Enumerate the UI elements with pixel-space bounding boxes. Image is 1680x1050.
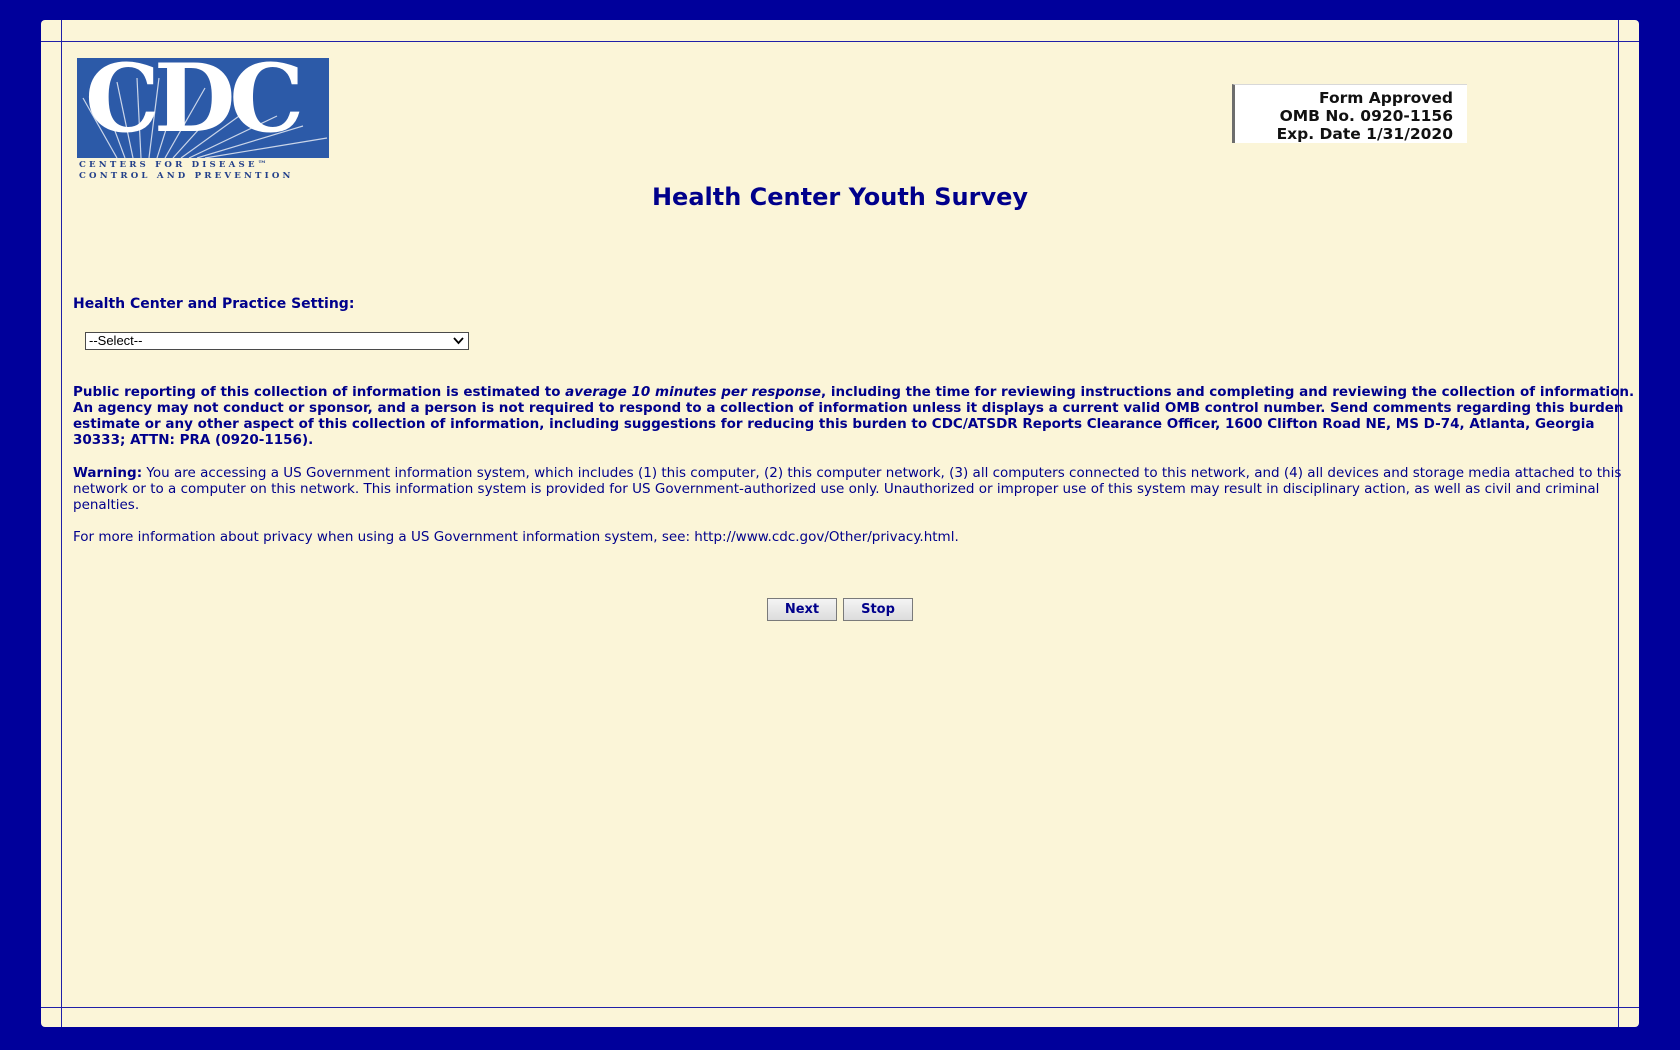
burden-statement [73, 384, 1639, 448]
stop-button[interactable]: Stop [843, 598, 913, 621]
logo-subtitle-line2: CONTROL AND PREVENTION [79, 171, 294, 181]
logo-subtitle [79, 160, 294, 182]
setting-select[interactable] [85, 332, 469, 350]
guide-line-top [41, 41, 1639, 42]
burden-emphasis: average 10 minutes per response [565, 384, 822, 400]
logo-subtitle-line1: CENTERS FOR DISEASE™ [79, 160, 270, 170]
omb-exp-date: Exp. Date 1/31/2020 [1276, 125, 1453, 143]
warning-label: Warning: [73, 465, 143, 481]
guide-line-right [1618, 20, 1619, 1027]
setting-field-label: Health Center and Practice Setting: [73, 296, 355, 312]
next-button[interactable]: Next [767, 598, 837, 621]
logo-letters: CDC [85, 58, 299, 154]
omb-approval-box [1232, 84, 1467, 143]
omb-form-approved: Form Approved [1319, 89, 1453, 107]
omb-number: OMB No. 0920-1156 [1279, 107, 1453, 125]
warning-text: You are accessing a US Government information system, which includes (1) this computer, (2) this computer network, (3) all computers connected to this network, and (4) all devices and storage media attached to this network or to a computer on this network. This information system is provided for US Government-authorized use only. Unauthorized or improper use of this system may result in disciplinary action, as well as civil and criminal penalties. [73, 465, 1622, 513]
burden-text-start: Public reporting of this collection of information is estimated to [73, 384, 566, 400]
guide-line-bottom [41, 1007, 1639, 1008]
survey-panel [41, 20, 1639, 1027]
page-title: Health Center Youth Survey [651, 183, 1029, 211]
setting-select-value: --Select-- [89, 333, 143, 348]
burden-text-end: , including the time for reviewing instructions and completing and reviewing the collection of information. An agency may not conduct or sponsor, and a person is not required to respond to a collection of information unless it displays a current valid OMB control number. Send comments regarding this burden estimate or any other aspect of this collection of information, including suggestions for reducing this burden to CDC/ATSDR Reports Clearance Officer, 1600 Clifton Road NE, MS D-74, Atlanta, Georgia 30333; ATTN: PRA (0920-1156). [73, 384, 1635, 448]
cdc-logo [77, 58, 335, 180]
privacy-note: For more information about privacy when using a US Government information system, see: http://www.cdc.gov/Other/privacy.html. [73, 529, 959, 545]
guide-line-left [61, 20, 62, 1027]
warning-statement [73, 465, 1639, 513]
chevron-down-icon [452, 334, 465, 347]
cdc-logo-mark [77, 58, 329, 158]
